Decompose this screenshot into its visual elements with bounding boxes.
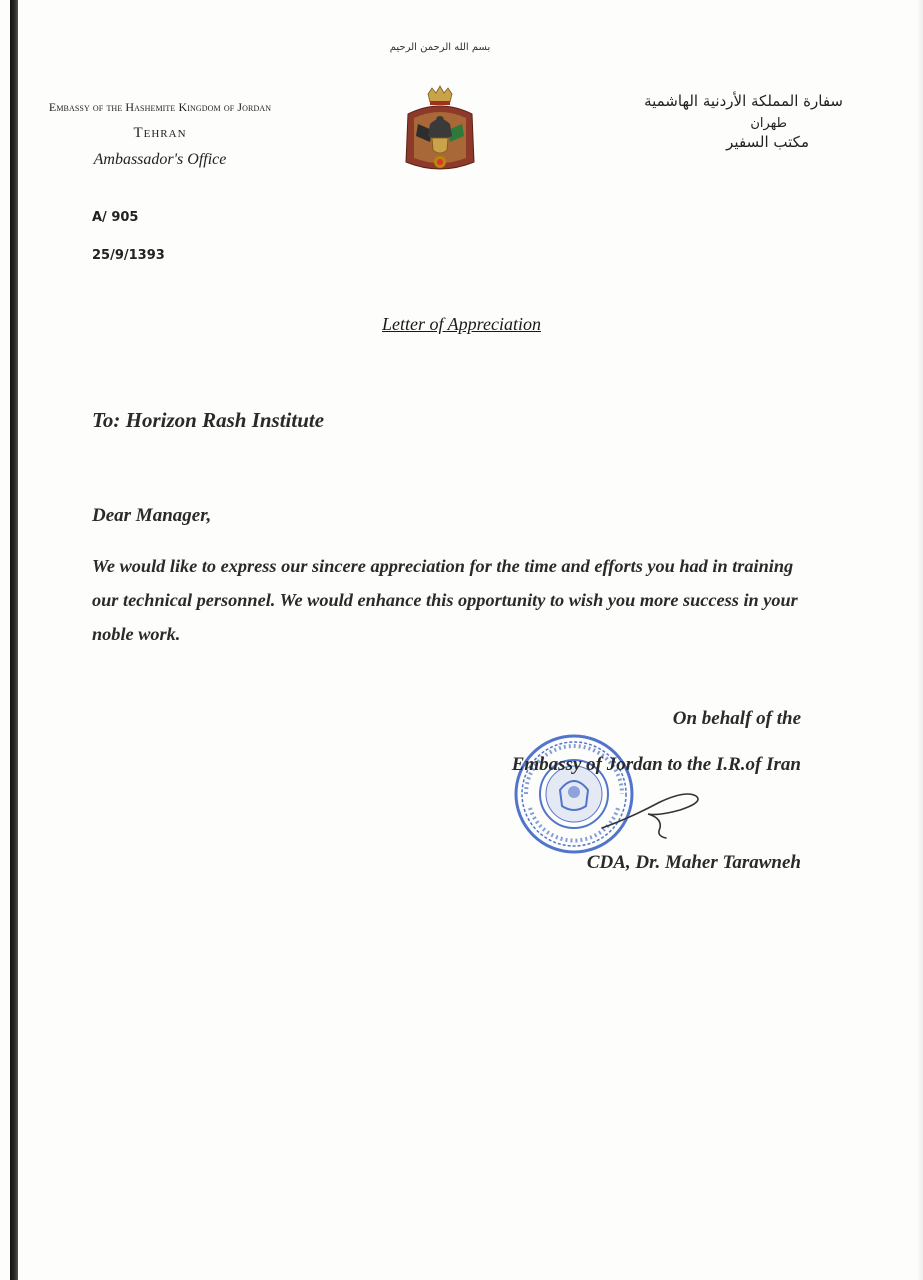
- letterhead-arabic-city: طهران: [750, 116, 787, 131]
- letterhead-arabic-embassy: سفارة المملكة الأردنية الهاشمية: [644, 92, 843, 110]
- letterhead-embassy-name: Embassy of the Hashemite Kingdom of Jordan: [48, 100, 272, 114]
- letterhead-english: [30, 100, 290, 169]
- letter-body: We would like to express our sincere appreciation for the time and efforts you had in training our technical personnel. We would enhance this opportunity to wish you more success in your noble work.: [92, 556, 798, 644]
- closing-block: [512, 708, 801, 776]
- letterhead-office: Ambassador's Office: [93, 151, 227, 168]
- letter-recipient: To: Horizon Rash Institute: [92, 408, 325, 432]
- reference-number: A/ 905: [92, 210, 139, 225]
- letterhead-arabic: [603, 92, 843, 151]
- letter-title: Letter of Appreciation: [382, 314, 541, 334]
- letterhead-city: Tehran: [133, 125, 187, 141]
- reference-block: [92, 210, 165, 263]
- binding-edge: [10, 0, 18, 1280]
- closing-line-2: Embassy of Jordan to the I.R.of Iran: [511, 754, 801, 775]
- signer-name: CDA, Dr. Maher Tarawneh: [586, 852, 801, 873]
- letterhead-arabic-office: مكتب السفير: [726, 133, 809, 151]
- letter-salutation: Dear Manager,: [92, 505, 212, 526]
- reference-date: 25/9/1393: [92, 248, 165, 263]
- closing-line-1: On behalf of the: [672, 708, 801, 729]
- signature: [600, 780, 710, 840]
- jordan-coat-of-arms-icon: [400, 84, 480, 180]
- basmala: بسم الله الرحمن الرحيم: [389, 42, 491, 53]
- page-shade: [917, 0, 923, 1280]
